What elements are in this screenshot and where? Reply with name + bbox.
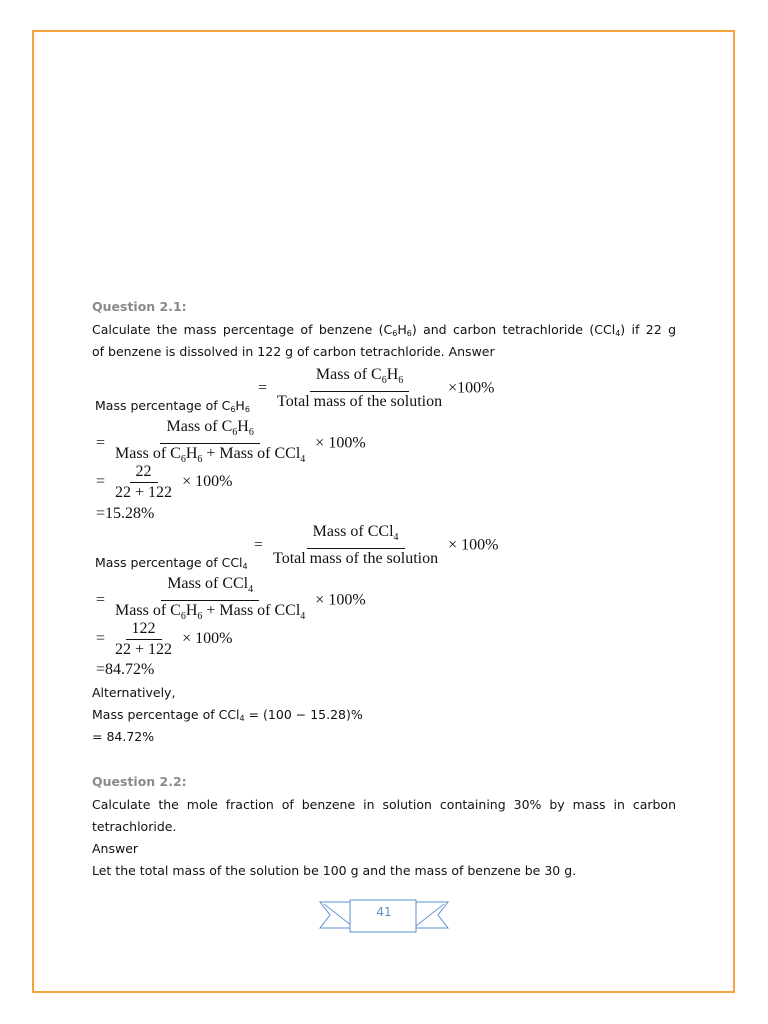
question-2-2-text-line-3: Let the total mass of the solution be 100 g and the mass of benzene be 30 g. <box>92 863 577 878</box>
result-benzene: =15.28% <box>96 505 155 522</box>
mass-percentage-benzene-label: Mass percentage of $C_6H_6$ <box>95 398 250 414</box>
question-2-2-text-line-1: Calculate the mole fraction of benzene in solution containing 30% by mass in carbon <box>92 797 676 812</box>
question-2-2-heading: Question 2.2: <box>92 774 187 789</box>
alternative-result: = 84.72% <box>92 729 155 744</box>
page-number: 41 <box>376 905 392 919</box>
question-2-2-text-line-2: tetrachloride. <box>92 819 177 834</box>
formula-mass-percentage-ccl4: = $\frac{Mass of CCl_4}{\text{Total mass of the solution}}$ × 100% <box>254 523 499 568</box>
step-benzene-values: = $\frac{22}{22 + 122}$ × 100% <box>96 463 233 501</box>
answer-label: Answer <box>92 841 139 856</box>
question-2-1-heading: Question 2.1: <box>92 299 187 314</box>
result-ccl4: =84.72% <box>96 661 155 678</box>
mass-percentage-ccl4-label: Mass percentage of CCl$_4$ <box>95 555 248 571</box>
step-benzene-substitution: = $\frac{Mass of C_6H_6}{Mass of C_6H_6 + Mass of CCl_4}$ × 100% <box>96 418 366 466</box>
step-ccl4-values: = $\frac{122}{22 + 122}$ × 100% <box>96 620 233 658</box>
alternatively-text: Alternatively, <box>92 685 176 700</box>
question-2-1-text-line-2: of benzene is dissolved in 122 g of carbon tetrachloride. Answer <box>92 344 495 359</box>
alternative-calculation: Mass percentage of CCl$_4$ = (100 − 15.28)% <box>92 707 363 723</box>
page-number-ribbon <box>318 898 450 936</box>
formula-mass-percentage-benzene: = $\frac{Mass of C_6H_6}{\text{Total mass of the solution}}$ ×100% <box>258 366 495 411</box>
step-ccl4-substitution: = $\frac{Mass of CCl_4}{Mass of C_6H_6 + Mass of CCl_4}$ × 100% <box>96 575 366 623</box>
question-2-1-text-line-1: Calculate the mass percentage of benzene $(C_6H_6)$ and carbon tetrachloride (CCl$_4$) if 22 g <box>92 322 677 338</box>
